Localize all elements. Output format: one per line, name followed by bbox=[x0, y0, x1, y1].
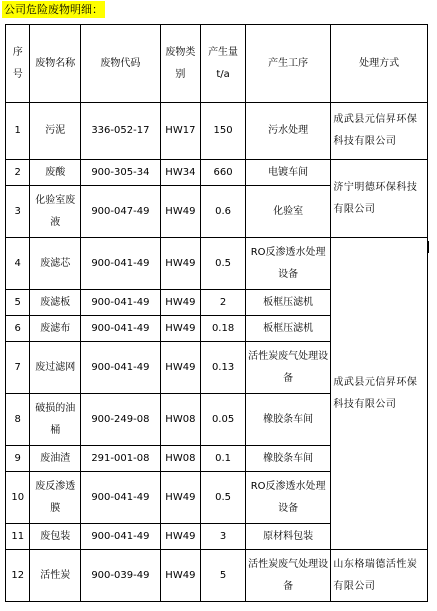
cell-name: 污泥 bbox=[30, 103, 81, 160]
cell-name: 化验室废液 bbox=[30, 186, 81, 238]
header-category: 废物类别 bbox=[160, 25, 201, 103]
cell-process: RO反渗透水处理设备 bbox=[245, 472, 330, 524]
cell-name: 废酸 bbox=[30, 160, 81, 186]
cell-seq: 8 bbox=[6, 394, 30, 446]
cell-quantity: 5 bbox=[201, 550, 246, 602]
cell-seq: 2 bbox=[6, 160, 30, 186]
header-quantity: 产生量 t/a bbox=[201, 25, 246, 103]
table-row bbox=[6, 238, 428, 290]
cell-name: 废包装 bbox=[30, 524, 81, 550]
cell-quantity: 3 bbox=[201, 524, 246, 550]
cell-quantity: 2 bbox=[201, 290, 246, 316]
cell-code: 900-041-49 bbox=[81, 316, 160, 342]
table-row bbox=[6, 550, 428, 602]
cell-quantity: 0.05 bbox=[201, 394, 246, 446]
cell-code: 336-052-17 bbox=[81, 103, 160, 160]
cell-process: 电镀车间 bbox=[245, 160, 330, 186]
cell-category: HW49 bbox=[160, 472, 201, 524]
header-process: 产生工序 bbox=[245, 25, 330, 103]
document-title: 公司危险废物明细： bbox=[4, 3, 103, 16]
cell-process: 污水处理 bbox=[245, 103, 330, 160]
cell-quantity: 0.13 bbox=[201, 342, 246, 394]
cell-code: 900-249-08 bbox=[81, 394, 160, 446]
cell-name: 活性炭 bbox=[30, 550, 81, 602]
cell-category: HW34 bbox=[160, 160, 201, 186]
cell-seq: 6 bbox=[6, 316, 30, 342]
cell-category: HW49 bbox=[160, 238, 201, 290]
cell-code: 900-039-49 bbox=[81, 550, 160, 602]
cell-seq: 5 bbox=[6, 290, 30, 316]
cell-process: 活性炭废气处理设备 bbox=[245, 550, 330, 602]
cell-name: 破损的油桶 bbox=[30, 394, 81, 446]
cell-category: HW49 bbox=[160, 524, 201, 550]
cell-name: 废过滤网 bbox=[30, 342, 81, 394]
cell-quantity: 0.5 bbox=[201, 472, 246, 524]
cell-disposal: 济宁明德环保科技有限公司 bbox=[331, 160, 428, 238]
hazardous-waste-table bbox=[5, 24, 428, 602]
cell-quantity: 660 bbox=[201, 160, 246, 186]
cell-code: 900-041-49 bbox=[81, 342, 160, 394]
header-code: 废物代码 bbox=[81, 25, 160, 103]
cell-seq: 1 bbox=[6, 103, 30, 160]
cell-process: 化验室 bbox=[245, 186, 330, 238]
cell-category: HW49 bbox=[160, 316, 201, 342]
cell-name: 废反渗透膜 bbox=[30, 472, 81, 524]
cell-category: HW17 bbox=[160, 103, 201, 160]
cell-disposal: 山东格瑞德活性炭有限公司 bbox=[331, 550, 428, 602]
cell-quantity: 0.6 bbox=[201, 186, 246, 238]
cell-code: 900-041-49 bbox=[81, 238, 160, 290]
cell-seq: 10 bbox=[6, 472, 30, 524]
cell-category: HW49 bbox=[160, 186, 201, 238]
cell-code: 291-001-08 bbox=[81, 446, 160, 472]
cell-process: 板框压滤机 bbox=[245, 290, 330, 316]
cell-quantity: 0.1 bbox=[201, 446, 246, 472]
cell-category: HW49 bbox=[160, 342, 201, 394]
cell-seq: 4 bbox=[6, 238, 30, 290]
cell-seq: 9 bbox=[6, 446, 30, 472]
cell-process: 橡胶条车间 bbox=[245, 446, 330, 472]
table-row bbox=[6, 103, 428, 160]
cell-code: 900-041-49 bbox=[81, 524, 160, 550]
cell-category: HW08 bbox=[160, 446, 201, 472]
header-seq: 序号 bbox=[6, 25, 30, 103]
cell-seq: 3 bbox=[6, 186, 30, 238]
table-header-row bbox=[6, 25, 428, 103]
table-edge-mark bbox=[427, 241, 429, 253]
cell-process: RO反渗透水处理设备 bbox=[245, 238, 330, 290]
cell-disposal: 成武县元信昇环保科技有限公司 bbox=[331, 238, 428, 550]
cell-quantity: 150 bbox=[201, 103, 246, 160]
header-name: 废物名称 bbox=[30, 25, 81, 103]
cell-process: 原材料包装 bbox=[245, 524, 330, 550]
cell-quantity: 0.5 bbox=[201, 238, 246, 290]
table-row bbox=[6, 160, 428, 186]
cell-category: HW49 bbox=[160, 550, 201, 602]
cell-process: 活性炭废气处理设备 bbox=[245, 342, 330, 394]
cell-name: 废滤芯 bbox=[30, 238, 81, 290]
cell-name: 废滤布 bbox=[30, 316, 81, 342]
cell-quantity: 0.18 bbox=[201, 316, 246, 342]
header-disposal: 处理方式 bbox=[331, 25, 428, 103]
cell-name: 废油渣 bbox=[30, 446, 81, 472]
cell-code: 900-047-49 bbox=[81, 186, 160, 238]
cell-process: 橡胶条车间 bbox=[245, 394, 330, 446]
cell-category: HW49 bbox=[160, 290, 201, 316]
cell-seq: 11 bbox=[6, 524, 30, 550]
cell-seq: 7 bbox=[6, 342, 30, 394]
cell-code: 900-305-34 bbox=[81, 160, 160, 186]
cell-code: 900-041-49 bbox=[81, 290, 160, 316]
cell-process: 板框压滤机 bbox=[245, 316, 330, 342]
cell-name: 废滤板 bbox=[30, 290, 81, 316]
cell-code: 900-041-49 bbox=[81, 472, 160, 524]
cell-category: HW08 bbox=[160, 394, 201, 446]
cell-seq: 12 bbox=[6, 550, 30, 602]
cell-disposal: 成武县元信昇环保科技有限公司 bbox=[331, 103, 428, 160]
